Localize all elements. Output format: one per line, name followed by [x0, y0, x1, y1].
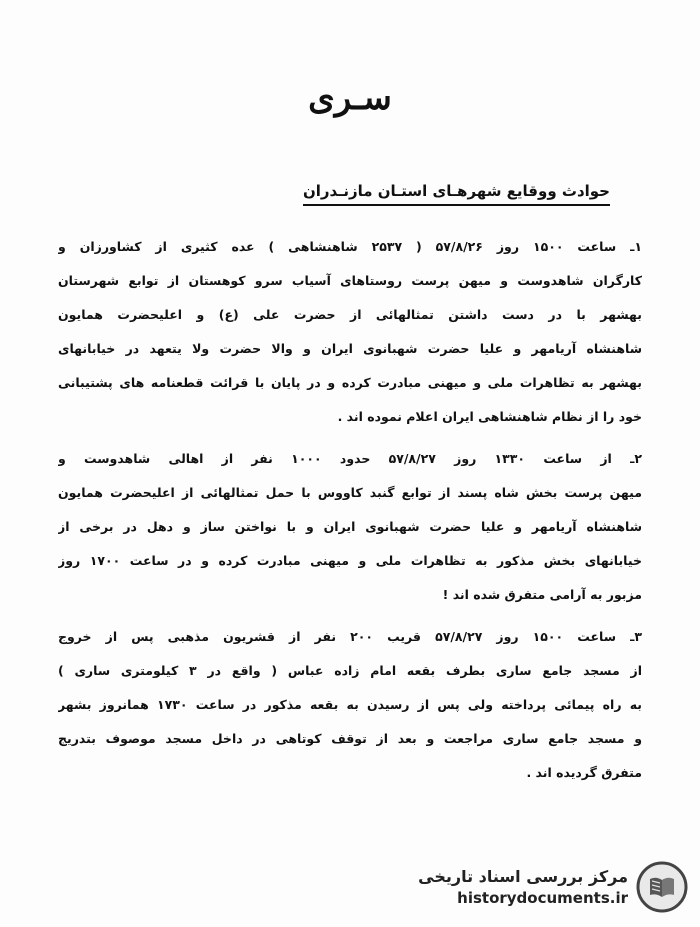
archive-watermark	[398, 859, 688, 915]
text-line: خود را از نظام شاهنشاهی ايران اعلام نموده اند .	[337, 409, 642, 424]
document-body	[58, 230, 642, 798]
watermark-text	[418, 866, 628, 908]
watermark-url: historydocuments.ir	[457, 889, 628, 907]
paragraph-2	[58, 442, 642, 612]
text-line: به راه پيمائی پرداخته ولی پس از رسيدن به بقعه مذکور در ساعت ۱۷۳۰ همانروز بشهر	[58, 697, 642, 712]
document-subject: حوادث ووقايع شهرهـای استـان مازنـدران	[303, 182, 610, 206]
text-line: ميهن پرست بخش شاه پسند از توابع گنبد کاووس با حمل تمثالهائی از اعليحضرت همايون	[58, 485, 642, 500]
paragraph-3	[58, 620, 642, 790]
text-line: ۱ـ ساعت ۱۵۰۰ روز ۵۷/۸/۲۶ ( ۲۵۳۷ شاهنشاهی ) عده کثيری از کشاورزان و	[58, 239, 642, 254]
text-line: خيابانهای بخش مذکور به تظاهرات ملی و ميهنی مبادرت کرده و در ساعت ۱۷۰۰ روز	[58, 553, 642, 568]
text-line: شاهنشاه آريامهر و عليا حضرت شهبانوی ايران و با نواختن ساز و دهل در برخی از	[58, 519, 642, 534]
book-emblem-icon	[636, 861, 688, 913]
text-line: بهشهر به تظاهرات ملی و ميهنی مبادرت کرده و در پايان با قرائت قطعنامه های پشتيبانی	[58, 375, 642, 390]
text-line: متفرق گرديده اند .	[526, 765, 642, 780]
text-line: ۳ـ ساعت ۱۵۰۰ روز ۵۷/۸/۲۷ قريب ۲۰۰ نفر از قشريون مذهبی پس از خروج	[58, 629, 642, 644]
paragraph-1	[58, 230, 642, 434]
text-line: بهشهر با در دست داشتن تمثالهائی از حضرت علی (ع) و اعليحضرت همايون	[58, 307, 642, 322]
text-line: از مسجد جامع ساری بطرف بقعه امام زاده عباس ( واقع در ۳ کيلومتری ساری )	[58, 663, 642, 678]
text-line: شاهنشاه آريامهر و عليا حضرت شهبانوی ايران و والا حضرت ولا يتعهد در خيابانهای	[58, 341, 642, 356]
watermark-title: مرکز بررسی اسناد تاریخی	[418, 867, 628, 886]
text-line: کارگران شاهدوست و ميهن پرست روستاهای آسياب سرو کوهستان از توابع شهرستان	[58, 273, 642, 288]
text-line: و مسجد جامع ساری مراجعت و بعد از توقف کوتاهی در داخل مسجد موصوف بتدريج	[58, 731, 642, 746]
classification-heading: سـری	[308, 78, 392, 118]
text-line: مزبور به آرامی متفرق شده اند !	[442, 587, 642, 602]
text-line: ۲ـ از ساعت ۱۳۳۰ روز ۵۷/۸/۲۷ حدود ۱۰۰۰ نفر از اهالی شاهدوست و	[58, 451, 642, 466]
